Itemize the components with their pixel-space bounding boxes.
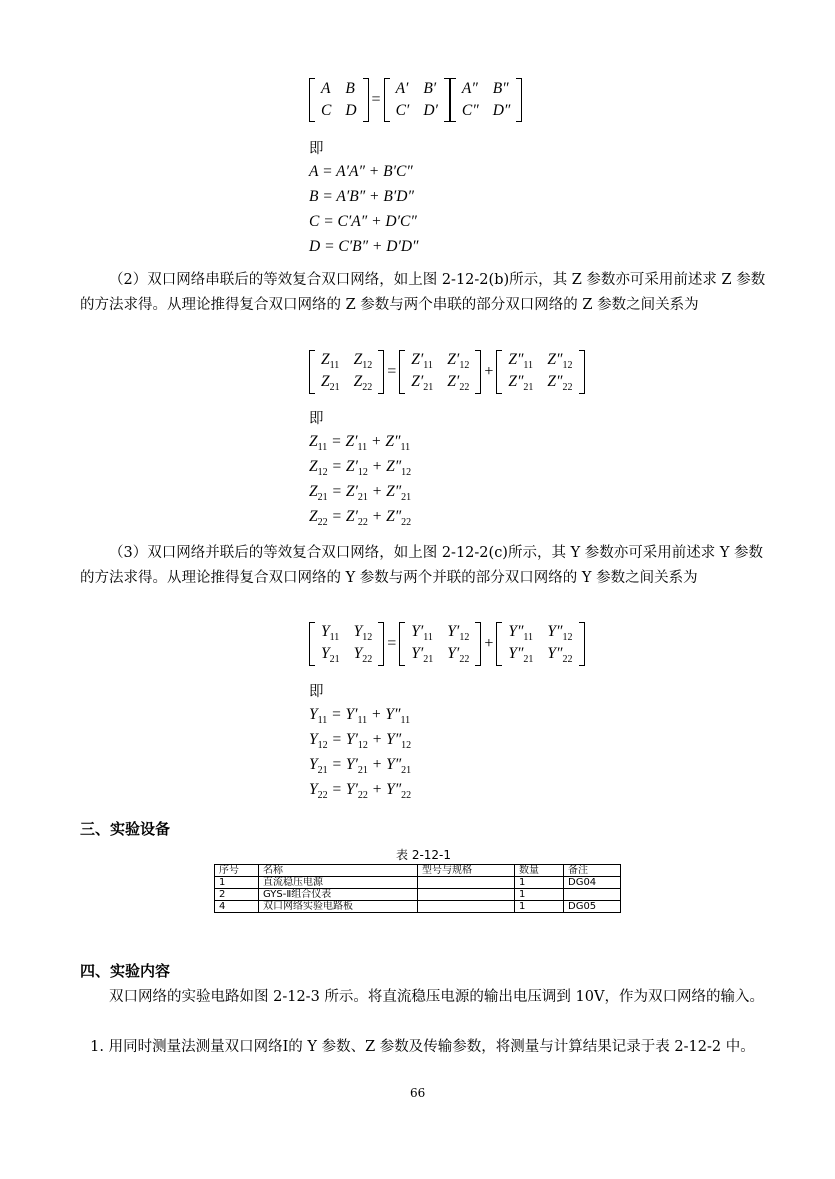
abcd-eq-line: D = C′B″ + D′D″: [309, 238, 419, 255]
table-cell: GYS-Ⅱ组合仪表: [259, 889, 418, 901]
paragraph-circuit: 双口网络的实验电路如图 2-12-3 所示。将直流稳压电源的输出电压调到 10V，作为双口网络的输入。: [109, 989, 764, 1005]
plus-sign: +: [484, 363, 494, 381]
table-cell: [418, 901, 515, 913]
matrix-abcd-r2: [450, 78, 522, 122]
table-cell: 4: [215, 901, 259, 913]
matrix-cell: A: [321, 80, 331, 97]
table-cell: [418, 877, 515, 889]
z-matrix-equation: [309, 350, 585, 394]
matrix-abcd-lhs: [309, 78, 369, 122]
matrix-cell: B′: [423, 80, 437, 97]
abcd-eq-line: B = A′B″ + B′D″: [309, 188, 414, 205]
matrix-cell: B″: [492, 80, 509, 97]
matrix-y-r1: [399, 622, 481, 666]
matrix-cell: $Z''_{11}$: [508, 351, 534, 372]
equipment-table-wrapper: [214, 864, 621, 913]
page-number: 66: [410, 1086, 426, 1100]
y-matrix-equation: [309, 622, 585, 666]
y-eq-line: $Y_{21} = Y'_{21} + Y''_{21}$: [309, 756, 412, 777]
matrix-cell: $Z_{21}$: [321, 373, 340, 394]
y-eq-line: $Y_{11} = Y'_{11} + Y''_{11}$: [309, 706, 411, 727]
table-row: [215, 901, 621, 913]
paragraph-step1: 1. 用同时测量法测量双口网络Ⅰ的 Y 参数、Z 参数及传输参数，将测量与计算结果记录于表 2-12-2 中。: [90, 1039, 755, 1055]
abcd-matrix-equation: [309, 78, 522, 122]
ji-label: 即: [309, 141, 324, 157]
z-eq-line: $Z_{21} = Z'_{21} + Z''_{21}$: [309, 483, 412, 504]
table-cell: 2: [215, 889, 259, 901]
matrix-cell: $Z'_{21}$: [411, 373, 434, 394]
matrix-cell: $Z_{12}$: [353, 351, 373, 372]
table-cell: 1: [515, 901, 564, 913]
matrix-cell: D: [345, 102, 357, 119]
equals-sign: =: [371, 91, 381, 108]
z-eq-line: $Z_{11} = Z'_{11} + Z''_{11}$: [309, 433, 411, 454]
table-header-cell: 型号与规格: [418, 865, 515, 877]
matrix-cell: $Y''_{21}$: [508, 645, 534, 666]
matrix-cell: C: [321, 102, 332, 119]
table-header-cell: 序号: [215, 865, 259, 877]
table-cell: 双口网络实验电路板: [259, 901, 418, 913]
matrix-cell: C′: [395, 102, 410, 119]
table-cell: DG04: [564, 877, 621, 889]
matrix-cell: $Y'_{11}$: [411, 623, 433, 644]
matrix-cell: A′: [395, 80, 409, 97]
matrix-cell: $Y_{11}$: [321, 623, 340, 644]
matrix-cell: $Z_{11}$: [321, 351, 340, 372]
table-cell: 直流稳压电源: [259, 877, 418, 889]
matrix-cell: $Y_{12}$: [353, 623, 373, 644]
ji-label: 即: [309, 411, 324, 427]
table-header-row: [215, 865, 621, 877]
matrix-z-r1: [399, 350, 481, 394]
matrix-y-lhs: [309, 622, 384, 666]
z-eq-line: $Z_{22} = Z'_{22} + Z''_{22}$: [309, 508, 412, 529]
table-cell: DG05: [564, 901, 621, 913]
matrix-cell: $Z'_{12}$: [447, 351, 470, 372]
table-header-cell: 名称: [259, 865, 418, 877]
matrix-cell: $Z'_{11}$: [411, 351, 433, 372]
paragraph-parallel: （3）双口网络并联后的等效复合双口网络，如上图 2-12-2(c)所示，其 Y 参数亦可采用前述求 Y 参数的方法求得。从理论推得复合双口网络的 Y 参数与两个并联的部分双口网络的 Y 参数之间关系为: [80, 545, 764, 586]
matrix-cell: $Y''_{12}$: [547, 623, 573, 644]
table-row: [215, 889, 621, 901]
paragraph-series: （2）双口网络串联后的等效复合双口网络，如上图 2-12-2(b)所示，其 Z 参数亦可采用前述求 Z 参数的方法求得。从理论推得复合双口网络的 Z 参数与两个串联的部分双口网络的 Z 参数之间关系为: [80, 272, 766, 313]
section-heading-equipment: 三、实验设备: [80, 820, 171, 838]
matrix-cell: $Z''_{12}$: [547, 351, 573, 372]
matrix-cell: B: [345, 80, 355, 97]
matrix-abcd-r1: [384, 78, 450, 122]
matrix-y-r2: [496, 622, 584, 666]
matrix-cell: $Y'_{21}$: [411, 645, 434, 666]
abcd-eq-line: A = A′A″ + B′C″: [309, 163, 413, 180]
abcd-eq-line: C = C′A″ + D′C″: [309, 213, 417, 230]
matrix-z-r2: [496, 350, 584, 394]
matrix-cell: D′: [423, 102, 438, 119]
table-cell: 1: [515, 877, 564, 889]
z-eq-line: $Z_{12} = Z'_{12} + Z''_{12}$: [309, 458, 412, 479]
table-cell: [564, 889, 621, 901]
ji-label: 即: [309, 684, 324, 700]
equals-sign: =: [387, 363, 397, 381]
matrix-cell: $Y''_{11}$: [508, 623, 534, 644]
table-cell: 1: [215, 877, 259, 889]
y-eq-line: $Y_{22} = Y'_{22} + Y''_{22}$: [309, 781, 412, 802]
table-cell: [418, 889, 515, 901]
table-header-cell: 备注: [564, 865, 621, 877]
matrix-cell: $Z_{22}$: [353, 373, 373, 394]
plus-sign: +: [484, 635, 494, 653]
matrix-cell: $Z''_{22}$: [547, 373, 573, 394]
table-row: [215, 877, 621, 889]
matrix-cell: $Y_{21}$: [321, 645, 340, 666]
equipment-table: [214, 864, 621, 913]
matrix-cell: A″: [461, 80, 478, 97]
matrix-cell: $Z'_{22}$: [447, 373, 470, 394]
matrix-cell: D″: [492, 102, 511, 119]
matrix-cell: C″: [461, 102, 479, 119]
matrix-cell: $Y_{22}$: [353, 645, 373, 666]
equals-sign: =: [387, 635, 397, 653]
matrix-z-lhs: [309, 350, 384, 394]
table-caption: 表 2-12-1: [396, 848, 452, 862]
section-heading-content: 四、实验内容: [80, 962, 171, 980]
y-eq-line: $Y_{12} = Y'_{12} + Y''_{12}$: [309, 731, 412, 752]
matrix-cell: $Z''_{21}$: [508, 373, 534, 394]
matrix-cell: $Y'_{22}$: [447, 645, 470, 666]
table-cell: 1: [515, 889, 564, 901]
matrix-cell: $Y''_{22}$: [547, 645, 573, 666]
matrix-cell: $Y'_{12}$: [447, 623, 470, 644]
table-header-cell: 数量: [515, 865, 564, 877]
